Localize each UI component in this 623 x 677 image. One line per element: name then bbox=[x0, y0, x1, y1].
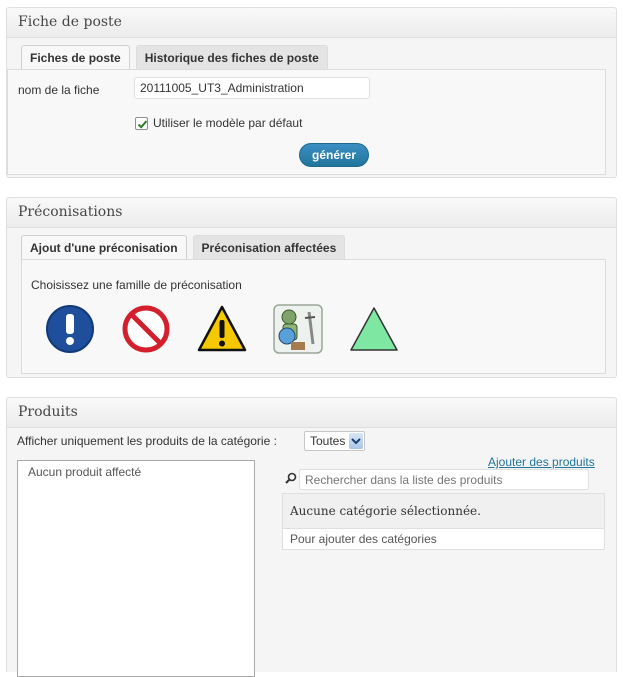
tab-ajout-preconisation[interactable]: Ajout d'une préconisation bbox=[21, 235, 187, 261]
category-header: Aucune catégorie sélectionnée. bbox=[282, 493, 605, 529]
generate-button[interactable]: générer bbox=[299, 143, 369, 167]
worker-protection-icon[interactable] bbox=[273, 304, 323, 357]
product-search-input[interactable] bbox=[299, 469, 589, 490]
fiche-name-input[interactable] bbox=[134, 77, 370, 99]
fiche-de-poste-title: Fiche de poste bbox=[7, 8, 616, 38]
add-categories-row[interactable]: Pour ajouter des catégories bbox=[282, 529, 605, 550]
fiche-name-label: nom de la fiche bbox=[18, 83, 100, 97]
category-select[interactable] bbox=[304, 431, 365, 451]
default-model-checkbox[interactable] bbox=[135, 117, 148, 130]
preconisations-title: Préconisations bbox=[7, 198, 616, 228]
produits-title: Produits bbox=[7, 398, 616, 428]
search-icon bbox=[285, 472, 297, 487]
green-triangle-icon[interactable] bbox=[349, 305, 399, 356]
chevron-down-icon bbox=[349, 433, 363, 449]
tab-historique[interactable]: Historique des fiches de poste bbox=[136, 45, 328, 70]
mandatory-icon[interactable] bbox=[45, 304, 95, 357]
preconisation-prompt: Choisissez une famille de préconisation bbox=[31, 278, 242, 292]
tab-fiches-de-poste[interactable]: Fiches de poste bbox=[21, 45, 130, 71]
prohibition-icon[interactable] bbox=[121, 304, 171, 357]
category-filter-label: Afficher uniquement les produits de la catégorie : bbox=[17, 434, 277, 448]
default-model-label: Utiliser le modèle par défaut bbox=[153, 116, 303, 130]
assigned-products-list[interactable] bbox=[17, 460, 255, 677]
assigned-products-empty: Aucun produit affecté bbox=[28, 465, 142, 479]
fiche-tabs bbox=[21, 45, 328, 71]
tab-preconisation-affectees[interactable]: Préconisation affectées bbox=[193, 235, 346, 260]
warning-icon[interactable] bbox=[197, 305, 247, 356]
category-select-value: Toutes bbox=[310, 434, 346, 448]
preconisation-tabs bbox=[21, 235, 345, 261]
add-products-link[interactable]: Ajouter des produits bbox=[488, 455, 595, 469]
